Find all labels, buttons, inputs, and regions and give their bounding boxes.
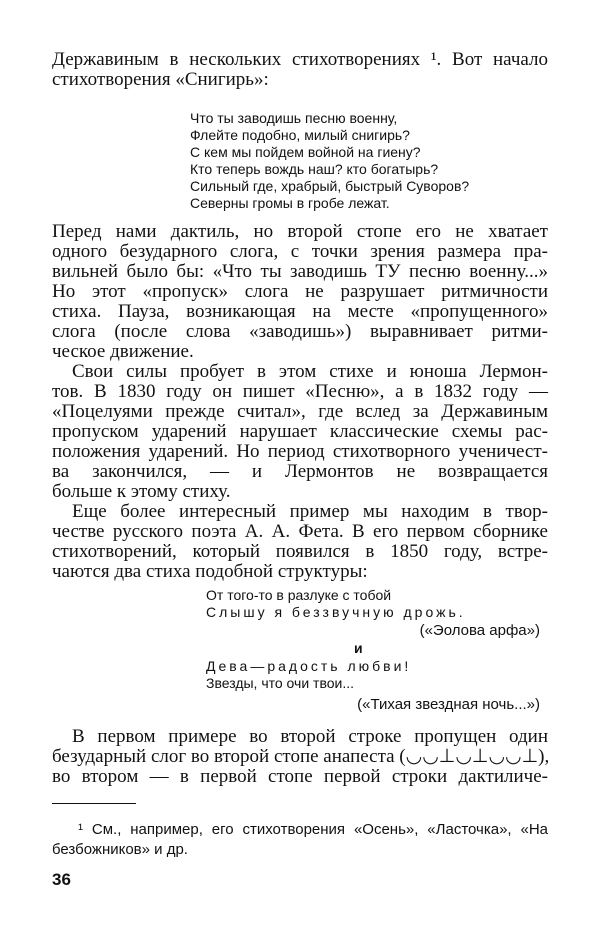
text-line: стихотворений, который появился в 1850 году, встре- xyxy=(52,541,548,562)
poem-line: Что ты заводишь песню военну, xyxy=(190,110,398,126)
text-line: во втором — в первой стопе первой строки дактиличе- xyxy=(52,766,548,787)
conjunction: и xyxy=(354,640,363,656)
text-line: положения ударений. Но период стихотворного ученичест- xyxy=(52,441,548,462)
poem-tikhaya-noch xyxy=(206,658,411,692)
text-line: В первом примере во второй строке пропущен один xyxy=(72,726,548,747)
poem-line: Слышу я беззвучную дрожь. xyxy=(206,604,466,620)
paragraph-2 xyxy=(52,222,548,362)
footnote-divider xyxy=(52,803,136,804)
text-line: честве русского поэта А. А. Фета. В его первом сборнике xyxy=(52,521,548,542)
paragraph-3 xyxy=(52,362,548,502)
text-line: безударный слог во второй стопе анапеста (◡◡⊥◡⊥◡◡⊥), xyxy=(52,746,550,767)
text-line: Перед нами дактиль, но второй стопе его не хватает xyxy=(52,221,548,242)
text-line: чаются два стиха подобной структуры: xyxy=(52,561,368,582)
paragraph-1 xyxy=(52,50,548,90)
text-line: ва закончился, — и Лермонтов не возвращается xyxy=(52,461,548,482)
poem-line: С кем мы пойдем войной на гиену? xyxy=(190,144,421,160)
poem-source: («Эолова арфа») xyxy=(419,622,540,639)
text-line: пропуском ударений нарушает классические схемы рас- xyxy=(52,421,548,442)
text-line: стиха. Пауза, возникающая на месте «пропущенного» xyxy=(52,301,548,322)
text-line: ческое движение. xyxy=(52,341,194,362)
poem-line: Флейте подобно, милый снигирь? xyxy=(190,127,410,143)
poem-line: Кто теперь вождь наш? кто богатырь? xyxy=(190,161,439,177)
text-line: тов. В 1830 году он пишет «Песню», а в 1832 году — xyxy=(52,381,548,402)
poem-line: Северны громы в гробе лежат. xyxy=(190,195,390,211)
text-line: Еще более интересный пример мы находим в твор- xyxy=(72,501,548,522)
poem-snigir xyxy=(190,110,469,212)
text-line: стихотворения «Снигирь»: xyxy=(52,69,269,90)
poem-line: Звезды, что очи твои... xyxy=(206,675,355,691)
poem-line: От того-то в разлуке с тобой xyxy=(206,587,392,603)
text-line: больше к этому стиху. xyxy=(52,481,231,502)
footnote-line: безбожников» и др. xyxy=(52,841,188,858)
paragraph-5 xyxy=(52,727,548,787)
footnote xyxy=(52,820,548,860)
text-line: одного безударного слога, с точки зрения размера пра- xyxy=(52,241,548,262)
page-number: 36 xyxy=(52,870,71,889)
poem-line: Дева—радость любви! xyxy=(206,658,412,674)
text-line: вильней было бы: «Что ты заводишь ТУ песню военну...» xyxy=(52,261,548,282)
text-line: Но этот «пропуск» слога не разрушает ритмичности xyxy=(52,281,548,302)
text-line: Свои силы пробует в этом стихе и юноша Лермон- xyxy=(72,361,548,382)
paragraph-4 xyxy=(52,502,548,582)
text-line: «Поцелуями прежде считал», где вслед за Державиным xyxy=(52,401,548,422)
poem-source: («Тихая звездная ночь...») xyxy=(357,696,540,713)
text-line: Державиным в нескольких стихотворениях ¹. Вот начало xyxy=(52,49,548,70)
poem-line: Сильный где, храбрый, быстрый Суворов? xyxy=(190,178,470,194)
text-line: слога (после слова «заводишь») выравнивает ритми- xyxy=(52,321,548,342)
poem-eolova-arfa xyxy=(206,587,466,621)
footnote-line: ¹ См., например, его стихотворения «Осень», «Ласточка», «На xyxy=(78,821,548,838)
